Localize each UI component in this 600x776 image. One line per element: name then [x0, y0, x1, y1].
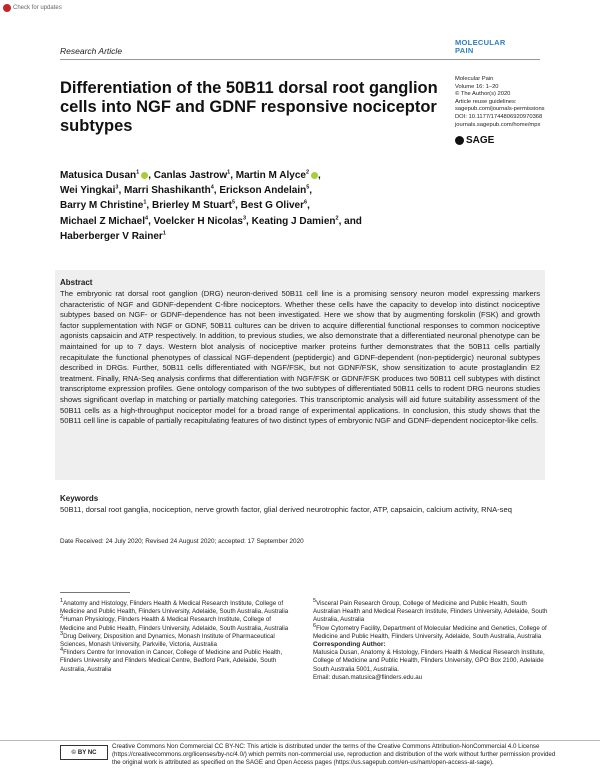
affiliation: [60, 649, 295, 674]
affiliation: [60, 616, 295, 632]
affiliation-text: Drug Delivery, Disposition and Dynamics, Monash Institute of Pharmaceutical Sciences, Monash University, Parkville, Victoria, Australia: [60, 632, 275, 649]
author-name[interactable]: Matusica Dusan: [60, 170, 137, 181]
meta-journal-link[interactable]: journals.sagepub.com/home/mpx: [455, 121, 541, 128]
affiliations-left: [60, 597, 295, 674]
author-separator: , and: [338, 215, 362, 227]
author-affiliation-mark: 3: [242, 215, 247, 222]
author-affiliation-mark: 3: [115, 184, 119, 191]
affiliation: [60, 597, 295, 616]
author-separator: ,: [213, 185, 220, 197]
corresponding-text: Matusica Dusan, Anatomy & Histology, Flinders Health & Medical Research Institute, College of Medicine and Public Health, Flinders University, GPO Box 2100, Adelaide South Australia 5001, Australia.: [313, 649, 545, 673]
author-affiliation-mark: 5: [306, 184, 310, 191]
journal-meta: [455, 76, 575, 129]
author-name[interactable]: Voelcker H Nicolas: [153, 215, 243, 227]
header-rule: [60, 59, 540, 60]
abstract-text: The embryonic rat dorsal root ganglion (DRG) neuron-derived 50B11 cell line is a promising sensory neuron model expressing markers characteristic of NGF and GDNF-dependent C-fibre nociceptors. Whether these cells have the capacity to develop into distinct nociceptive subtypes based on NGF- or GDNF-dependence has not been investigated. Here we show that by augmenting forskolin (FSK) and growth factor supplementation with NGF or GDNF, 50B11 cultures can be driven to acquire differential functional responses to common nociceptive agonists capsaicin and ATP respectively. In addition, to previous studies, we also demonstrate that a differentiated neuronal phenotype can be maintained for up to 7 days. Western blot analysis of nociceptive marker proteins further demonstrates that the 50B11 cells partially recapitulate the functional phenotypes of classical NGF-dependent (peptidergic) and GDNF-dependent (non-peptidergic) neuronal subtypes described in DRGs. Further, 50B11 cells differentiated with NGF/FSK, but not GDNF/FSK, show sensitization to acute prostaglandin E2 treatment. Finally, RNA-Seq analysis confirms that differentiation with NGF/FSK or GDNF/FSK produces two 50B11 cell subtypes with distinct transcriptome expression profiles. Gene ontology comparison of the two subtypes of differentiated 50B11 cells to rodent DRG neurons studies shows significant overlap in matching or partially matching categories. This transcriptomic analysis will aid future suitability assessment of the 50B11 cells as a high-throughput nociceptor model for a broad range of experimental applications. In conclusion, this study shows that the 50B11 cell line is capable of partially recapitulating features of two distinct types of embryonic NGF and GDNF-dependent nociceptor-like cells.: [60, 289, 540, 426]
author-name[interactable]: Haberberger V Rainer: [60, 230, 163, 242]
author-separator: ,: [309, 185, 313, 197]
publisher-name: SAGE: [466, 135, 495, 146]
author-affiliation-mark: 5: [232, 200, 236, 207]
meta-reuse: Article reuse guidelines:: [455, 98, 517, 105]
affiliation-number: 1: [60, 597, 64, 604]
author-affiliation-mark: 6: [304, 200, 308, 207]
meta-copyright: © The Author(s) 2020: [455, 91, 511, 98]
author-name[interactable]: Wei Yingkai: [60, 185, 116, 197]
keywords-heading: Keywords: [60, 494, 99, 503]
author-affiliation-mark: 4: [210, 184, 214, 191]
meta-journal: Molecular Pain: [455, 76, 494, 82]
author-affiliation-mark: 1: [143, 200, 147, 207]
affiliation-number: 2: [60, 614, 64, 621]
author-name[interactable]: Brierley M Stuart: [151, 200, 233, 212]
submission-dates: Date Received: 24 July 2020; Revised 24 August 2020; accepted: 17 September 2020: [60, 538, 304, 545]
check-updates-label: Check for updates: [13, 5, 62, 11]
author-affiliation-mark: 2: [305, 169, 310, 176]
meta-volume: Volume 16: 1–20: [455, 83, 499, 90]
corresponding-heading: Corresponding Author:: [313, 641, 386, 649]
journal-logo-line2: PAIN: [455, 46, 474, 55]
author-affiliation-mark: 1: [227, 169, 231, 176]
author-name[interactable]: Michael Z Michael: [60, 215, 146, 227]
affiliation-number: 5: [313, 597, 317, 604]
author-affiliation-mark: 1: [136, 169, 140, 176]
affiliations-right: [313, 597, 548, 682]
author-separator: ,: [307, 200, 310, 212]
author-separator: ,: [235, 200, 241, 212]
sage-icon: [455, 136, 464, 145]
author-separator: ,: [318, 170, 321, 181]
affiliation-text: Flinders Centre for Innovation in Cancer, College of Medicine and Public Health, Flinders University and Flinders Medical Centre, Bedford Park, Adelaide, South Australia, Australia: [60, 649, 283, 673]
author-affiliation-mark: 4: [145, 215, 149, 222]
publisher-logo: [455, 135, 494, 146]
affiliation: [313, 622, 548, 641]
check-for-updates-badge[interactable]: [3, 3, 73, 13]
cc-license-badge[interactable]: [60, 745, 108, 760]
author-affiliation-mark: 1: [162, 230, 166, 237]
author-name[interactable]: Keating J Damien: [251, 215, 336, 227]
affiliation-text: Human Physiology, Flinders Health & Medical Research Institute, College of Medicine and Public Health, Flinders University, Adelaide, South Australia, Australia: [60, 616, 289, 632]
affiliation-text: Flow Cytometry Facility, Department of Molecular Medicine and Genetics, College of Medicine and Public Health, Flinders University, Adelaide, South Australia, Australia: [313, 624, 547, 640]
author-name[interactable]: Barry M Christine: [60, 200, 144, 212]
affiliation-text: Visceral Pain Research Group, College of Medicine and Public Health, South Australian Health and Medical Research Institute, Flinders University, Adelaide, South Australia, Australia: [313, 600, 548, 624]
journal-logo: [455, 39, 506, 55]
affiliation-number: 4: [60, 647, 64, 654]
orcid-icon[interactable]: [311, 172, 318, 179]
author-separator: ,: [246, 215, 252, 227]
author-name[interactable]: Martin M Alyce: [235, 170, 306, 181]
paper-title: Differentiation of the 50B11 dorsal root ganglion cells into NGF and GDNF responsive nociceptor subtypes: [60, 79, 438, 135]
article-type: Research Article: [60, 46, 123, 56]
journal-logo-line1: MOLECULAR: [455, 38, 506, 47]
author-separator: ,: [146, 200, 152, 212]
footnote-rule: [60, 592, 130, 593]
affiliation-text: Anatomy and Histology, Flinders Health & Medical Research Institute, College of Medicine and Public Health, Flinders University, Adelaide, South Australia, Australia: [60, 600, 289, 616]
author-name[interactable]: Best G Oliver: [240, 200, 304, 212]
meta-doi[interactable]: DOI: 10.1177/1744806920970368: [455, 113, 543, 120]
author-affiliation-mark: 2: [335, 215, 339, 222]
author-name[interactable]: Canlas Jastrow: [153, 170, 228, 181]
license-rule: [0, 740, 600, 741]
author-name[interactable]: Erickson Andelain: [219, 185, 307, 197]
author-separator: ,: [118, 185, 125, 197]
author-separator: ,: [230, 170, 236, 181]
affiliation: [313, 597, 548, 625]
corresponding-email[interactable]: Email: dusan.matusica@flinders.edu.au: [313, 673, 423, 681]
license-text: Creative Commons Non Commercial CC BY-NC: This article is distributed under the terms of the Creative Commons Attribution-NonCommercial 4.0 License (https://creativecommons.org/licenses/by-nc/4.0/) which permits non-commercial use, reproduction and distribution of the work without further permission provided the original work is attributed as specified on the SAGE and Open Access pages (https://us.sagepub.com/en-us/nam/open-access-at-sage).: [112, 743, 556, 767]
affiliation-number: 3: [60, 630, 64, 637]
keywords-text: 50B11, dorsal root ganglia, nociception, nerve growth factor, glial derived neurotrophic factor, ATP, capsaicin, calcium activity, RNA-seq: [60, 505, 512, 514]
author-separator: ,: [148, 170, 154, 181]
check-updates-icon: [3, 4, 11, 12]
cc-badge-label: BY NC: [77, 749, 97, 756]
author-name[interactable]: Marri Shashikanth: [124, 185, 211, 197]
meta-permissions-link[interactable]: sagepub.com/journals-permissions: [455, 106, 545, 113]
cc-icon: ©: [71, 749, 76, 756]
abstract-heading: Abstract: [60, 278, 93, 287]
author-list: [60, 168, 480, 244]
author-separator: ,: [148, 215, 154, 227]
affiliation-number: 6: [313, 622, 317, 629]
affiliation: [60, 630, 295, 649]
